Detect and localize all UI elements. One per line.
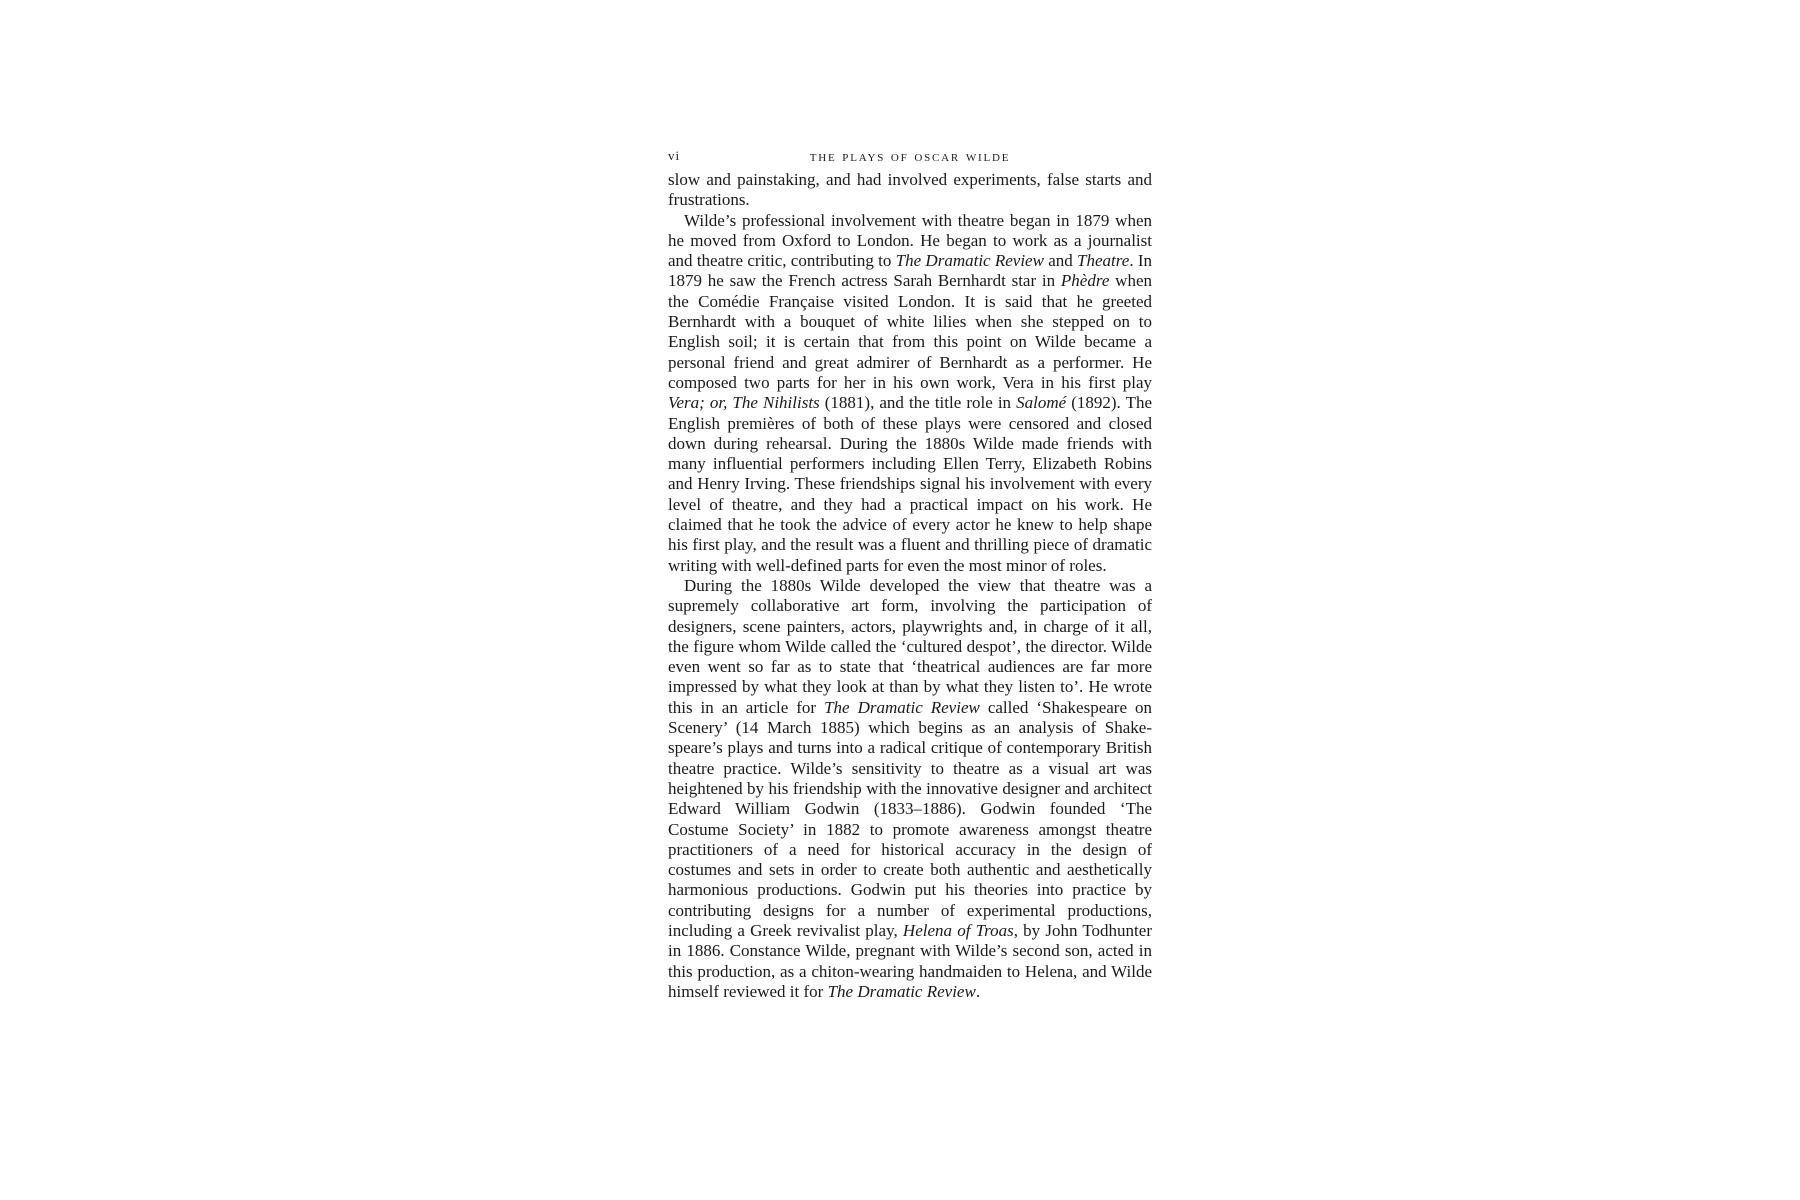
text-run: called ‘Shakespeare on Scenery’ (14 March 1885) which begins as an analysis of Shakespeare’s plays and turns into a radical critique of contemporary British theatre practice. Wilde’s sensitivity to theatre as a visual art was heightened by his friendship with the innovative designer and architect Edward William Godwin (1833–1886). Godwin founded ‘The Costume Society’ in 1882 to promote awareness amongst theatre practitioners of a need for historical accuracy in the design of costumes and sets in order to create both authentic and aesthetically harmonious productions. Godwin put his theories into practice by contributing designs for a number of experimental productions, including a Greek revivalist play, [668,697,1153,940]
text-run: and [1043,251,1078,271]
text-run: . In 1879 he saw the French actress Sarah Bernhardt star in [668,251,1152,291]
italic-title-text: The Dramatic Review [895,251,1044,271]
text-run: (1881), and the title role in [819,393,1017,413]
italic-title-text: Salomé [1016,393,1067,413]
italic-title-text: Vera; or, The Nihilists [668,393,820,413]
text-run: , by John Todhunter in 1886. Constance Wilde, pregnant with Wilde’s second son, acted in this production, as a chiton-wearing handmaiden to Helena, and Wilde himself reviewed it for [668,920,1152,1001]
text-run: . [975,981,981,1001]
italic-title-text: The Dramatic Review [824,697,980,717]
text-run: (1892). The English premières of both of these plays were censored and closed down during rehearsal. During the 1880s Wilde made friends with many influential performers including Ellen Terry, Elizabeth Robins and Henry Irving. These friendships signal his involvement with every level of theatre, and they had a practical impact on his work. He claimed that he took the advice of every actor he knew to help shape his first play, and the result was a fluent and thrilling piece of dramatic writing with well-defined parts for even the most minor of roles. [668,393,1152,575]
text-run: During the 1880s Wilde developed the view that theatre was a supremely collaborative art form, involving the participation of designers, scene painters, actors, playwrights and, in charge of it all, the figure whom Wilde called the ‘cultured despot’, the director. Wilde even went so far as to state that ‘theatrical audiences are far more impressed by what they look at than by what they listen to’. He wrote this in an article for [668,575,1152,717]
book-page [668,146,1152,1002]
paragraph-theatre-involvement [668,211,1152,576]
body-text [668,170,1152,1002]
italic-title-text: Theatre [1077,251,1130,271]
italic-title-text: Helena of Troas [902,920,1014,940]
paragraph-continued [668,170,1152,211]
text-run: slow and painstaking, and had involved experiments, false starts and frustrations. [668,170,1152,210]
page-number: vi [668,148,681,163]
book-title: the plays of oscar wilde [809,148,1011,165]
italic-title-text: The Dramatic Review [827,981,976,1001]
running-head [668,146,1152,166]
text-run: Wilde’s professional involvement with theatre began in 1879 when he moved from Oxford to London. He began to work as a journalist and theatre critic, contributing to [668,210,1152,271]
text-run: when the Comédie Française visited London. It is said that he greeted Bernhardt with a bouquet of white lilies when she stepped on to English soil; it is certain that from this point on Wilde became a personal friend and great admirer of Bernhardt as a performer. He composed two parts for her in his own work, Vera in his first play [668,271,1152,392]
paragraph-collaborative-art [668,576,1152,1002]
italic-title-text: Phèdre [1060,271,1110,291]
